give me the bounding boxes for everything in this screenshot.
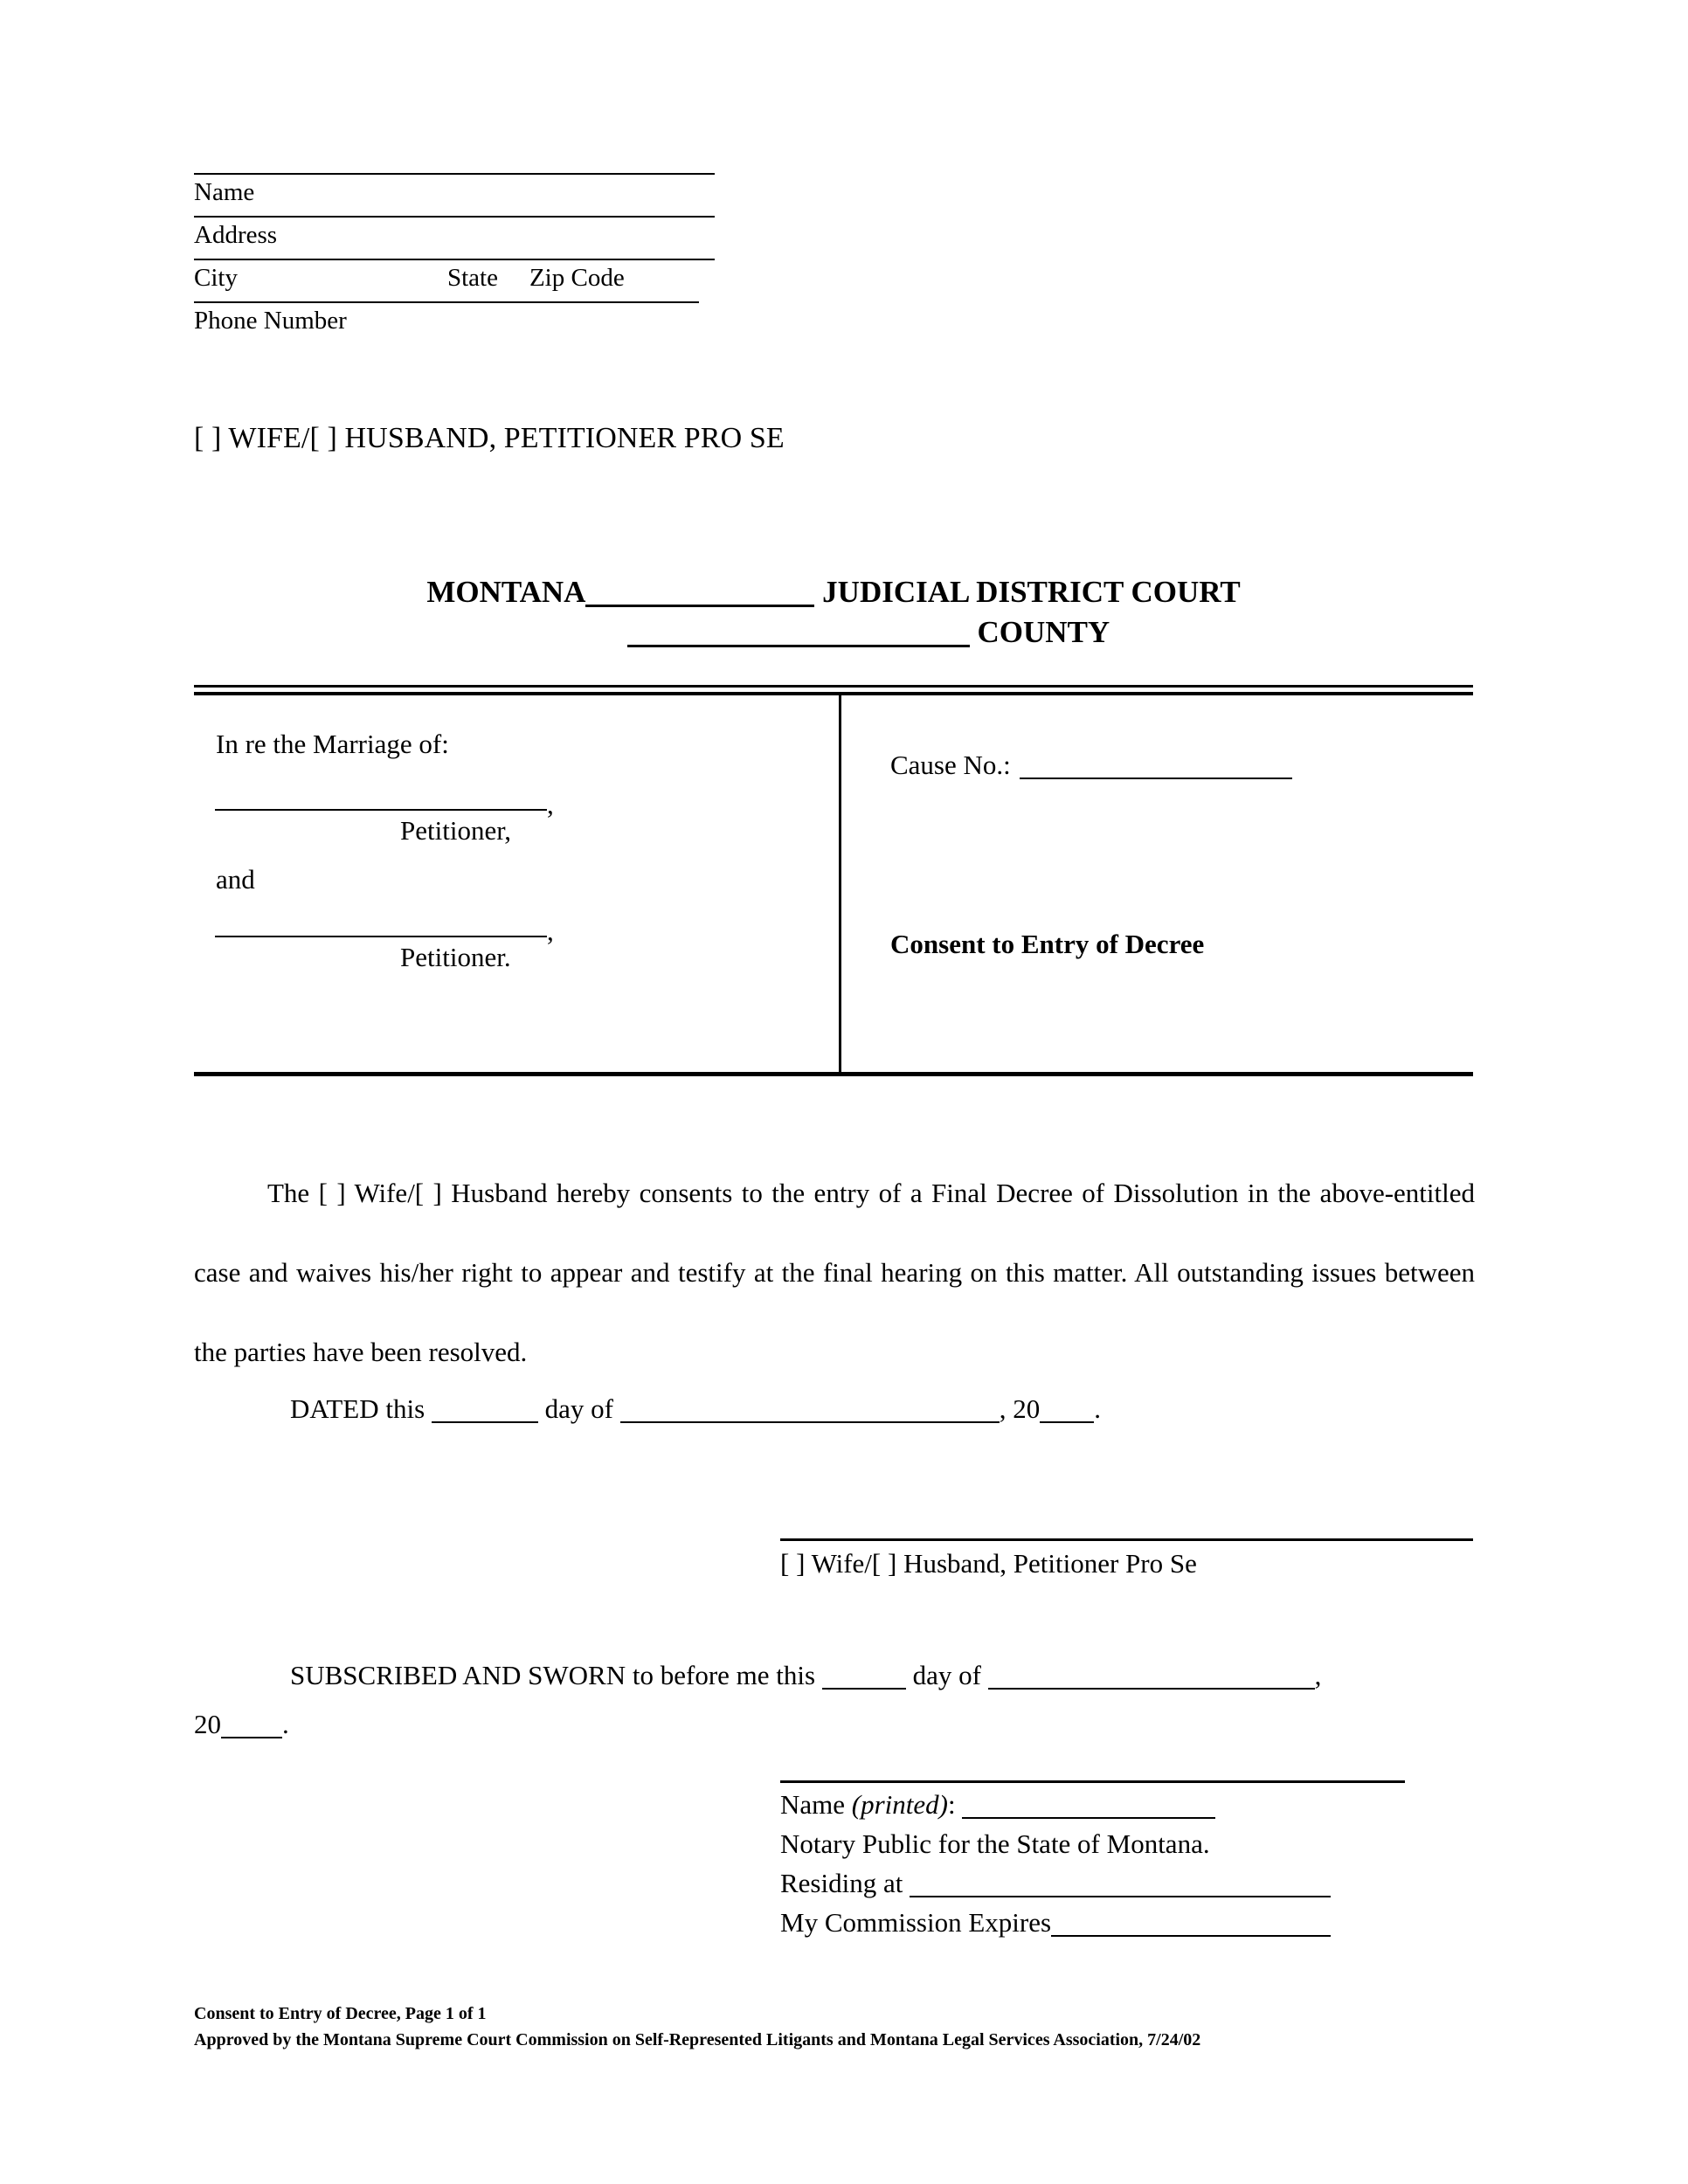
notary-state-line: Notary Public for the State of Montana.	[780, 1828, 1210, 1859]
caption-vertical-divider	[839, 695, 841, 1072]
dated-comma: ,	[999, 1393, 1007, 1425]
notary-name-colon: :	[947, 1789, 956, 1820]
address-field-row	[194, 216, 718, 259]
sworn-month-blank[interactable]	[988, 1660, 1315, 1690]
signature-line[interactable]	[780, 1538, 1473, 1541]
state-label: State	[446, 264, 498, 292]
sworn-comma: ,	[1314, 1660, 1322, 1690]
pro-se-party-line: [ ] WIFE/[ ] HUSBAND, PETITIONER PRO SE	[194, 422, 785, 454]
footer-line-1: Consent to Entry of Decree, Page 1 of 1	[194, 2004, 487, 2023]
footer-line-2: Approved by the Montana Supreme Court Commission on Self-Represented Litigants and Montana Legal Services Association, 7/24/02	[194, 2030, 1201, 2049]
cause-number-row	[890, 750, 1292, 781]
sworn-year-prefix: 20	[194, 1709, 221, 1739]
county-blank[interactable]	[627, 613, 970, 647]
phone-field-row	[194, 301, 718, 344]
notary-residing-row	[780, 1866, 1331, 1905]
county-word: COUNTY	[977, 614, 1110, 649]
zip-code-label: Zip Code	[529, 264, 625, 292]
court-title	[194, 572, 1473, 652]
sworn-year-blank[interactable]	[221, 1709, 282, 1738]
cause-number-label: Cause No.:	[890, 750, 1011, 781]
dated-day-blank[interactable]	[432, 1393, 538, 1423]
notary-commission-blank[interactable]	[1051, 1907, 1331, 1937]
city-state-zip-labels	[194, 260, 718, 301]
phone-field-label: Phone Number	[194, 307, 347, 335]
notary-signature-line[interactable]	[780, 1780, 1405, 1783]
petitioner-name-blank[interactable]	[215, 809, 547, 811]
name-field-label: Name	[194, 178, 255, 206]
notary-commission-row	[780, 1905, 1331, 1945]
sworn-prefix: SUBSCRIBED AND SWORN to before me this	[290, 1660, 816, 1690]
sworn-middle: day of	[912, 1660, 981, 1690]
address-field-label: Address	[194, 221, 278, 249]
dated-prefix: DATED this	[290, 1393, 425, 1425]
sworn-period: .	[282, 1709, 289, 1739]
signature-label: [ ] Wife/[ ] Husband, Petitioner Pro Se	[780, 1548, 1197, 1579]
dated-line	[194, 1393, 1101, 1425]
consent-body-paragraph: The [ ] Wife/[ ] Husband hereby consents to the entry of a Final Decree of Dissolution in the above-entitled case and waives his/her right to appear and testify at the final hearing on this matter. All outstanding issues between the parties have been resolved.	[194, 1178, 1475, 1367]
notary-residing-label: Residing at	[780, 1868, 903, 1898]
notary-name-row	[780, 1787, 1331, 1827]
cause-number-blank[interactable]	[1020, 750, 1292, 779]
document-title: Consent to Entry of Decree	[890, 929, 1205, 959]
case-caption-box	[194, 685, 1473, 1075]
party-header-block	[194, 173, 718, 344]
caption-top-rule-thick	[194, 692, 1473, 695]
name-field-row	[194, 173, 718, 216]
subscribed-and-sworn-block	[194, 1651, 1475, 1749]
in-re-marriage-label: In re the Marriage of:	[216, 729, 449, 759]
second-petitioner-role-label: Petitioner.	[400, 942, 511, 972]
petitioner-role-label: Petitioner,	[400, 815, 512, 846]
and-conjunction: and	[216, 864, 255, 895]
notary-commission-label: My Commission Expires	[780, 1907, 1052, 1938]
judicial-district-blank[interactable]	[585, 574, 814, 608]
second-petitioner-name-blank[interactable]	[215, 936, 547, 937]
notary-name-printed-hint: (printed)	[851, 1789, 948, 1820]
caption-bottom-rule	[194, 1072, 1473, 1076]
dated-period: .	[1094, 1393, 1101, 1425]
second-petitioner-name-comma: ,	[547, 916, 554, 946]
caption-top-rule-thin	[194, 685, 1473, 688]
city-state-zip-field-row	[194, 259, 718, 301]
dated-year-blank[interactable]	[1040, 1393, 1094, 1423]
court-title-prefix: MONTANA	[426, 575, 586, 609]
county-line	[194, 612, 1473, 653]
city-label: City	[194, 264, 238, 292]
page-footer	[194, 2001, 1200, 2053]
dated-middle: day of	[544, 1393, 613, 1425]
dated-month-blank[interactable]	[620, 1393, 1000, 1423]
notary-details-block	[780, 1787, 1331, 1945]
notary-name-blank[interactable]	[962, 1789, 1215, 1819]
dated-year-prefix: 20	[1013, 1393, 1041, 1425]
petitioner-name-comma: ,	[547, 789, 554, 819]
court-title-suffix: JUDICIAL DISTRICT COURT	[822, 575, 1241, 609]
notary-name-label: Name	[780, 1789, 846, 1820]
sworn-day-blank[interactable]	[822, 1660, 906, 1690]
notary-residing-blank[interactable]	[910, 1868, 1331, 1897]
